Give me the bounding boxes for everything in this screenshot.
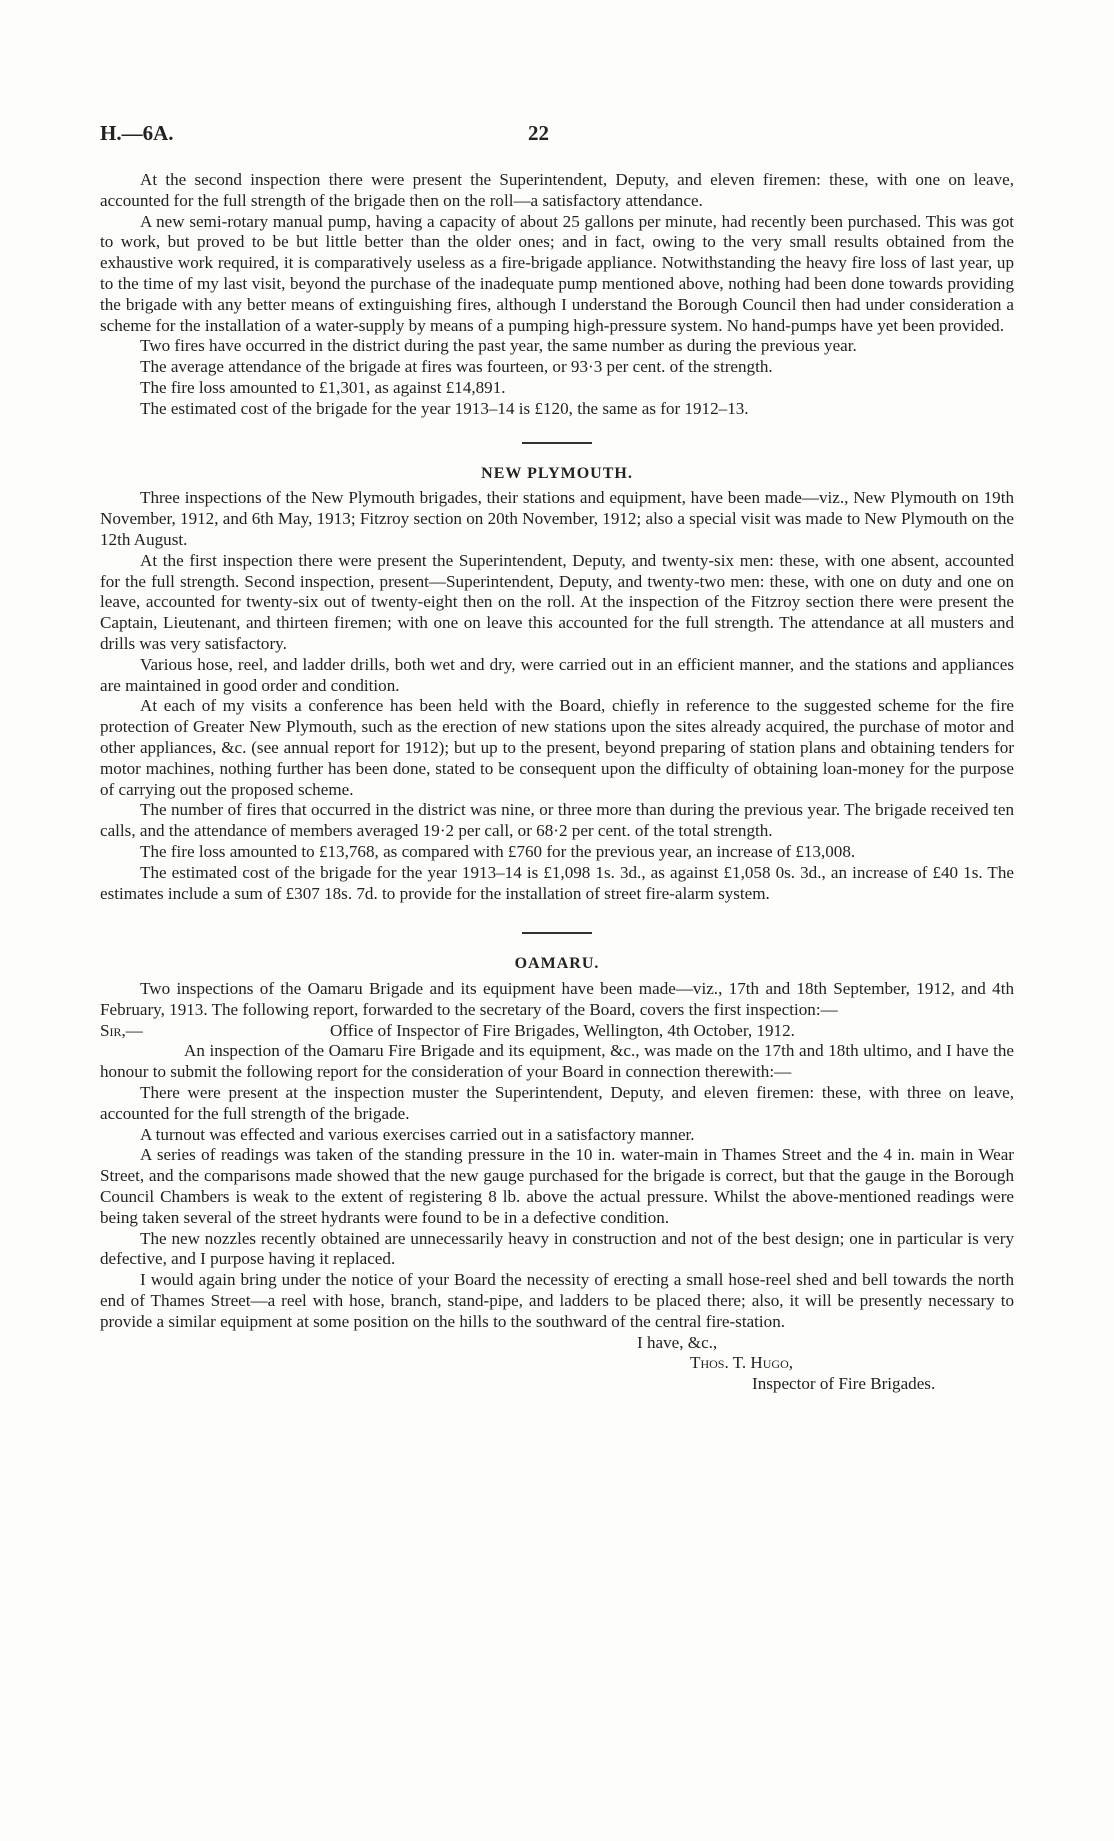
oamaru-section xyxy=(100,954,1014,1395)
paragraph: Various hose, reel, and ladder drills, both wet and dry, were carried out in an efficient manner, and the stations and appliances are maintained in good order and condition. xyxy=(100,654,1014,695)
paragraph: Two inspections of the Oamaru Brigade and its equipment have been made—viz., 17th and 18th September, 1912, and 4th February, 1913. The following report, forwarded to the secretary of the Board, covers the first inspection:— xyxy=(100,979,1014,1019)
paragraph: A series of readings was taken of the standing pressure in the 10 in. water-main in Thames Street and the 4 in. main in Wear Street, and the comparisons made showed that the new gauge purchased for the brigade is correct, but that the gauge in the Borough Council Chambers is weak to the extent of registering 8 lb. above the actual pressure. Whilst the above-mentioned readings were being taken several of the street hydrants were found to be in a defective condition. xyxy=(100,1145,1014,1227)
page-header xyxy=(100,121,1014,151)
paragraph: The fire loss amounted to £1,301, as against £14,891. xyxy=(140,377,506,397)
section-heading: OAMARU. xyxy=(514,955,600,973)
paragraph: A new semi-rotary manual pump, having a capacity of about 25 gallons per minute, had recently been purchased. This was got to work, but proved to be but little better than the older ones; and in fact, owing to the very small results obtained from the exhaustive work required, it is comparatively useless as a fire-brigade appliance. Notwithstanding the heavy fire loss of last year, up to the time of my last visit, beyond the purchase of the inadequate pump mentioned above, nothing had been done towards providing the brigade with any better means of extinguishing fires, although I understand the Borough Council then had under consideration a scheme for the installation of a water-supply by means of a pumping high-pressure system. No hand-pumps have yet been provided. xyxy=(100,211,1014,335)
salutation: Sir,— xyxy=(100,1020,143,1040)
paragraph: A turnout was effected and various exercises carried out in a satisfactory manner. xyxy=(140,1124,695,1144)
paragraph: At each of my visits a conference has been held with the Board, chiefly in reference to the suggested scheme for the fire protection of Greater New Plymouth, such as the erection of new stations upon the sites already acquired, the purchase of motor and other appliances, &c. (see annual report for 1912); but up to the present, beyond preparing of station plans and obtaining tenders for motor machines, nothing further has been done, stated to be consequent upon the difficulty of obtaining loan-money for the purpose of carrying out the proposed scheme. xyxy=(100,696,1014,799)
paragraph: An inspection of the Oamaru Fire Brigade and its equipment, &c., was made on the 17th and 18th ultimo, and I have the honour to submit the following report for the consideration of your Board in connection therewith:— xyxy=(100,1041,1014,1082)
paragraph: Two fires have occurred in the district during the past year, the same number as during the previous year. xyxy=(140,336,857,356)
signature-title: Inspector of Fire Brigades. xyxy=(752,1374,936,1394)
paragraph: The new nozzles recently obtained are unnecessarily heavy in construction and not of the best design; one in particular is very defective, and I purpose having it replaced. xyxy=(100,1228,1014,1269)
paragraph: The fire loss amounted to £13,768, as compared with £760 for the previous year, an increase of £13,008. xyxy=(140,841,856,861)
paragraph: I would again bring under the notice of your Board the necessity of erecting a small hose-reel shed and bell towards the north end of Thames Street—a reel with hose, branch, stand-pipe, and ladders to be placed there; also, it will be presently necessary to provide a similar equipment at some position on the hills to the southward of the central fire-station. xyxy=(100,1270,1014,1331)
paragraph: At the second inspection there were present the Superintendent, Deputy, and eleven firemen: these, with one on leave, accounted for the full strength of the brigade then on the roll—a satisfactory attendance. xyxy=(100,170,1014,210)
section-heading: NEW PLYMOUTH. xyxy=(481,464,633,482)
intro-section xyxy=(100,170,1014,420)
letter-address: Office of Inspector of Fire Brigades, Wellington, 4th October, 1912. xyxy=(330,1020,795,1040)
paragraph: There were present at the inspection muster the Superintendent, Deputy, and eleven firemen: these, with three on leave, accounted for the full strength of the brigade. xyxy=(100,1083,1014,1123)
page-number: 22 xyxy=(528,121,549,145)
page-content xyxy=(100,170,1014,1395)
signature: Thos. T. Hugo, xyxy=(690,1353,794,1373)
paragraph: The number of fires that occurred in the district was nine, or three more than during the previous year. The brigade received ten calls, and the attendance of members averaged 19·2 per call, or 68·2 per cent. of the total strength. xyxy=(100,800,1014,841)
letter-closing: I have, &c., xyxy=(637,1332,718,1352)
section-divider xyxy=(522,932,592,934)
paragraph: Three inspections of the New Plymouth brigades, their stations and equipment, have been made—viz., New Plymouth on 19th November, 1912, and 6th May, 1913; Fitzroy section on 20th November, 1912; also a special visit was made to New Plymouth on the 12th August. xyxy=(100,488,1014,549)
paragraph: The average attendance of the brigade at fires was fourteen, or 93·3 per cent. of the strength. xyxy=(140,357,773,377)
paragraph: The estimated cost of the brigade for the year 1913–14 is £1,098 1s. 3d., as against £1,058 0s. 3d., an increase of £40 1s. The estimates include a sum of £307 18s. 7d. to provide for the installation of street fire-alarm system. xyxy=(100,862,1014,903)
paragraph: The estimated cost of the brigade for the year 1913–14 is £120, the same as for 1912–13. xyxy=(140,398,749,418)
new-plymouth-section xyxy=(100,464,1014,905)
paragraph: At the first inspection there were present the Superintendent, Deputy, and twenty-six men: these, with one absent, accounted for the full strength. Second inspection, present—Superintendent, Deputy, and twenty-two men: these, with one on duty and one on leave, accounted for twenty-six out of twenty-eight then on the roll. At the inspection of the Fitzroy section there were present the Captain, Lieutenant, and thirteen firemen; with one on leave this accounted for the full strength. The attendance at all musters and drills was very satisfactory. xyxy=(100,550,1014,653)
letter-salutation-line xyxy=(100,1021,1014,1042)
document-reference: H.—6A. xyxy=(100,121,174,145)
section-divider xyxy=(522,442,592,444)
